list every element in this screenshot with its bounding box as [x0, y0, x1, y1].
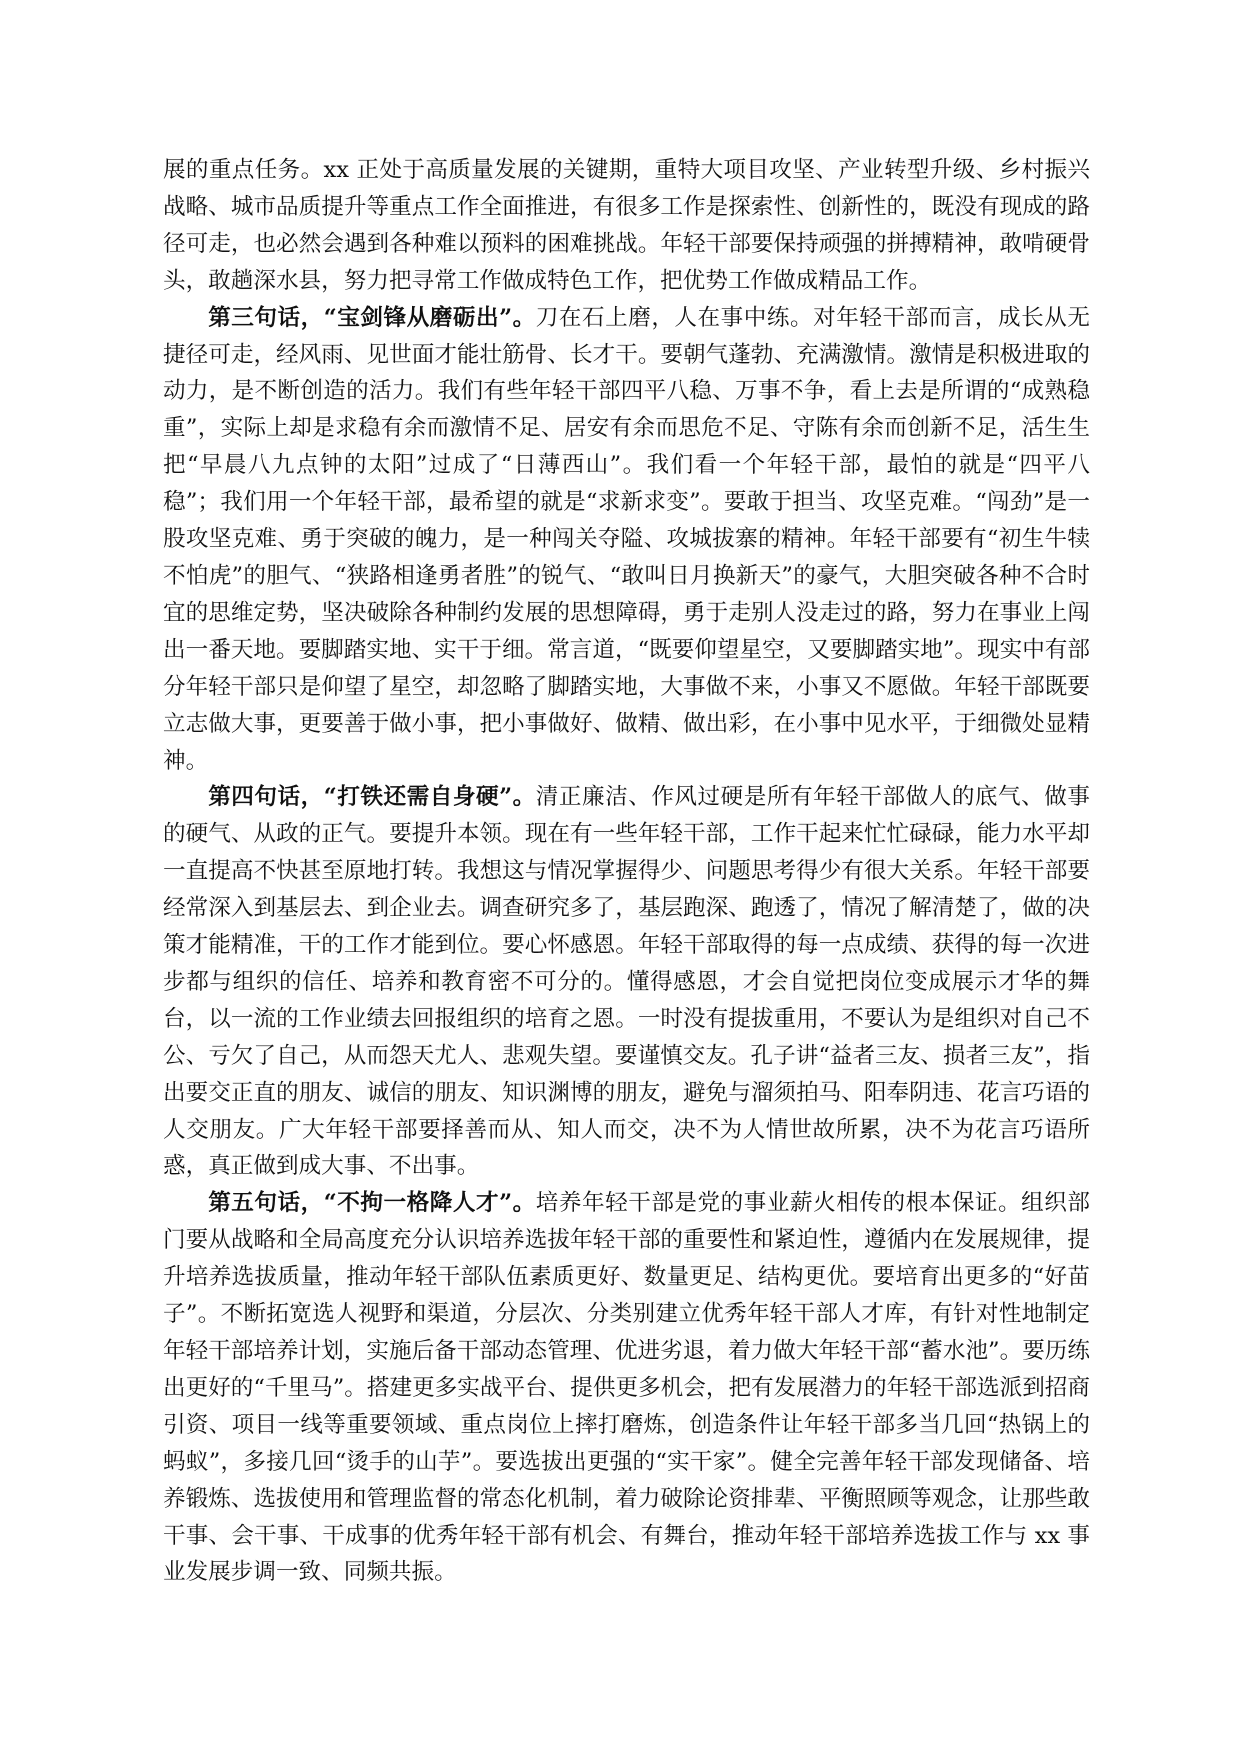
paragraph-text: 清正廉洁、作风过硬是所有年轻干部做人的底气、做事的硬气、从政的正气。要提升本领。现在有一些年轻干部，工作干起来忙忙碌碌，能力水平却一直提高不快甚至原地打转。我想这与情况掌握得少、问题思考得少有很大关系。年轻干部要经常深入到基层去、到企业去。调查研究多了，基层跑深、跑透了，情况了解清楚了，做的决策才能精准，干的工作才能到位。要心怀感恩。年轻干部取得的每一点成绩、获得的每一次进步都与组织的信任、培养和教育密不可分的。懂得感恩，才会自觉把岗位变成展示才华的舞台，以一流的工作业绩去回报组织的培育之恩。一时没有提拔重用，不要认为是组织对自己不公、亏欠了自己，从而怨天尤人、悲观失望。要谨慎交友。孔子讲“益者三友、损者三友”，指出要交正直的朋友、诚信的朋友、知识渊博的朋友，避免与溜须拍马、阳奉阴违、花言巧语的人交朋友。广大年轻干部要择善而从、知人而交，决不为人情世故所累，决不为花言巧语所惑，真正做到成大事、不出事。 [163, 784, 1090, 1180]
paragraph-heading: 第四句话，“打铁还需自身硬”。 [208, 784, 536, 811]
paragraph-fourth-saying [163, 779, 1090, 1185]
paragraph-text: 展的重点任务。xx 正处于高质量发展的关键期，重特大项目攻坚、产业转型升级、乡村振兴战略、城市品质提升等重点工作全面推进，有很多工作是探索性、创新性的，既没有现成的路径可走，也必然会遇到各种难以预料的困难挑战。年轻干部要保持顽强的拼搏精神，敢啃硬骨头，敢趟深水县，努力把寻常工作做成特色工作，把优势工作做成精品工作。 [163, 157, 1090, 294]
paragraph-continuation [163, 152, 1090, 300]
document-page [163, 152, 1090, 1591]
paragraph-heading: 第五句话，“不拘一格降人才”。 [208, 1190, 536, 1217]
paragraph-text: 培养年轻干部是党的事业薪火相传的根本保证。组织部门要从战略和全局高度充分认识培养选拔年轻干部的重要性和紧迫性，遵循内在发展规律，提升培养选拔质量，推动年轻干部队伍素质更好、数量更足、结构更优。要培育出更多的“好苗子”。不断拓宽选人视野和渠道，分层次、分类别建立优秀年轻干部人才库，有针对性地制定年轻干部培养计划，实施后备干部动态管理、优进劣退，着力做大年轻干部“蓄水池”。要历练出更好的“千里马”。搭建更多实战平台、提供更多机会，把有发展潜力的年轻干部选派到招商引资、项目一线等重要领域、重点岗位上摔打磨炼，创造条件让年轻干部多当几回“热锅上的蚂蚁”，多接几回“烫手的山芋”。要选拔出更强的“实干家”。健全完善年轻干部发现储备、培养锻炼、选拔使用和管理监督的常态化机制，着力破除论资排辈、平衡照顾等观念，让那些敢干事、会干事、干成事的优秀年轻干部有机会、有舞台，推动年轻干部培养选拔工作与 xx 事业发展步调一致、同频共振。 [163, 1190, 1090, 1586]
paragraph-fifth-saying [163, 1185, 1090, 1591]
paragraph-text: 刀在石上磨，人在事中练。对年轻干部而言，成长从无捷径可走，经风雨、见世面才能壮筋骨、长才干。要朝气蓬勃、充满激情。激情是积极进取的动力，是不断创造的活力。我们有些年轻干部四平八稳、万事不争，看上去是所谓的“成熟稳重”，实际上却是求稳有余而激情不足、居安有余而思危不足、守陈有余而创新不足，活生生把“早晨八九点钟的太阳”过成了“日薄西山”。我们看一个年轻干部，最怕的就是“四平八稳”；我们用一个年轻干部，最希望的就是“求新求变”。要敢于担当、攻坚克难。“闯劲”是一股攻坚克难、勇于突破的魄力，是一种闯关夺隘、攻城拔寨的精神。年轻干部要有“初生牛犊不怕虎”的胆气、“狭路相逢勇者胜”的锐气、“敢叫日月换新天”的豪气，大胆突破各种不合时宜的思维定势，坚决破除各种制约发展的思想障碍，勇于走别人没走过的路，努力在事业上闯出一番天地。要脚踏实地、实干于细。常言道，“既要仰望星空，又要脚踏实地”。现实中有部分年轻干部只是仰望了星空，却忽略了脚踏实地，大事做不来，小事又不愿做。年轻干部既要立志做大事，更要善于做小事，把小事做好、做精、做出彩，在小事中见水平，于细微处显精神。 [163, 304, 1090, 774]
paragraph-heading: 第三句话，“宝剑锋从磨砺出”。 [208, 304, 536, 331]
paragraph-third-saying [163, 300, 1090, 780]
